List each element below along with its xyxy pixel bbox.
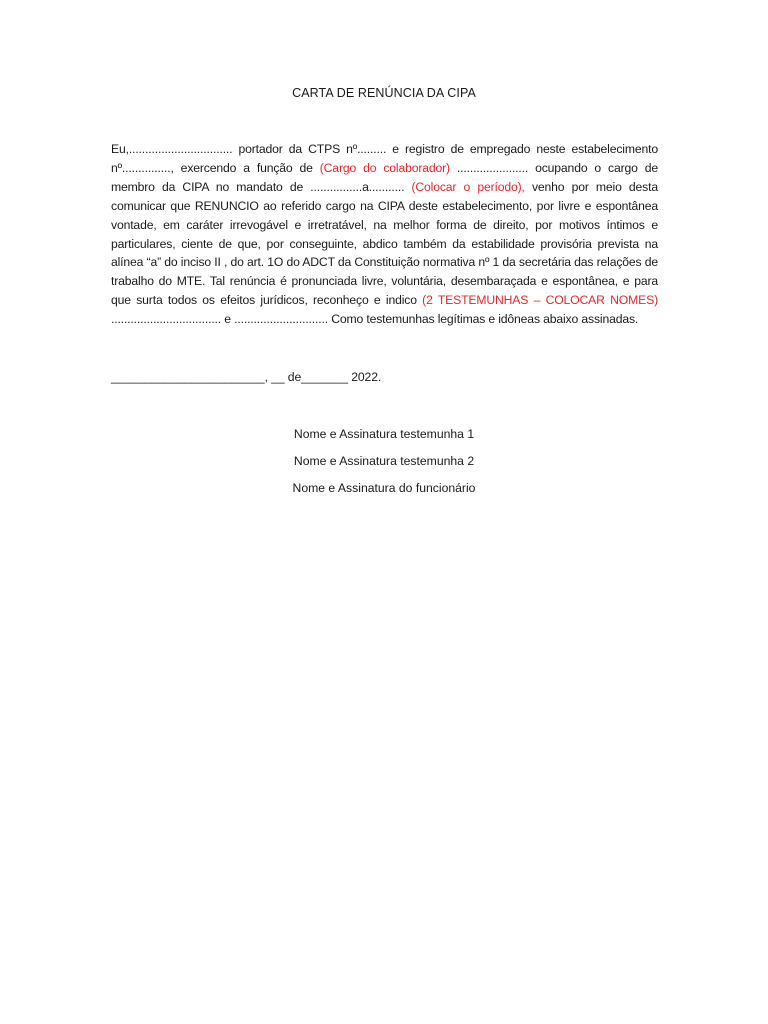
document-body [111,140,658,329]
signature-witness-1: Nome e Assinatura testemunha 1 [293,427,475,441]
placeholder-cargo: (Cargo do colaborador) [319,160,450,175]
body-text-part-1: Eu,................................ portador da CTPS nº......... e registro de empregado neste estabelecimento nº..............., exercendo a função de [111,142,658,175]
signature-witness-2: Nome e Assinatura testemunha 2 [293,454,475,468]
placeholder-testemunhas: (2 TESTEMUNHAS – COLOCAR NOMES) [422,293,658,308]
placeholder-periodo: (Colocar o período), [411,179,525,194]
signature-employee: Nome e Assinatura do funcionário [292,481,476,495]
body-text-part-2: ...................... ocupando o cargo de membro da CIPA no mandato de ................a........... [111,160,658,194]
body-text-part-3: venho por meio desta comunicar que RENUNCIO ao referido cargo na CIPA deste estabelecimento, por livre e espontânea vontade, em caráter irrevogável e irretratável, na melhor forma de direito, por motivos íntimos e particulares, ciente de que, por conseguinte, abdico também da estabilidade provisória prevista na alínea “a” do inciso II , do art. 1O do ADCT da Constituição normativa nº 1 da secretária das relações de trabalho do MTE. Tal renúncia é pronunciada livre, voluntária, desembaraçada e espontânea, e para que surta todos os efeitos jurídicos, reconheço e indico [111,179,658,308]
document-title: CARTA DE RENÚNCIA DA CIPA [292,86,476,100]
body-text-part-4: .................................. e ............................. Como testemunhas legítimas e idôneas abaixo assinadas. [111,312,639,327]
date-line: _______________________, __ de_______ 2022. [111,370,382,384]
